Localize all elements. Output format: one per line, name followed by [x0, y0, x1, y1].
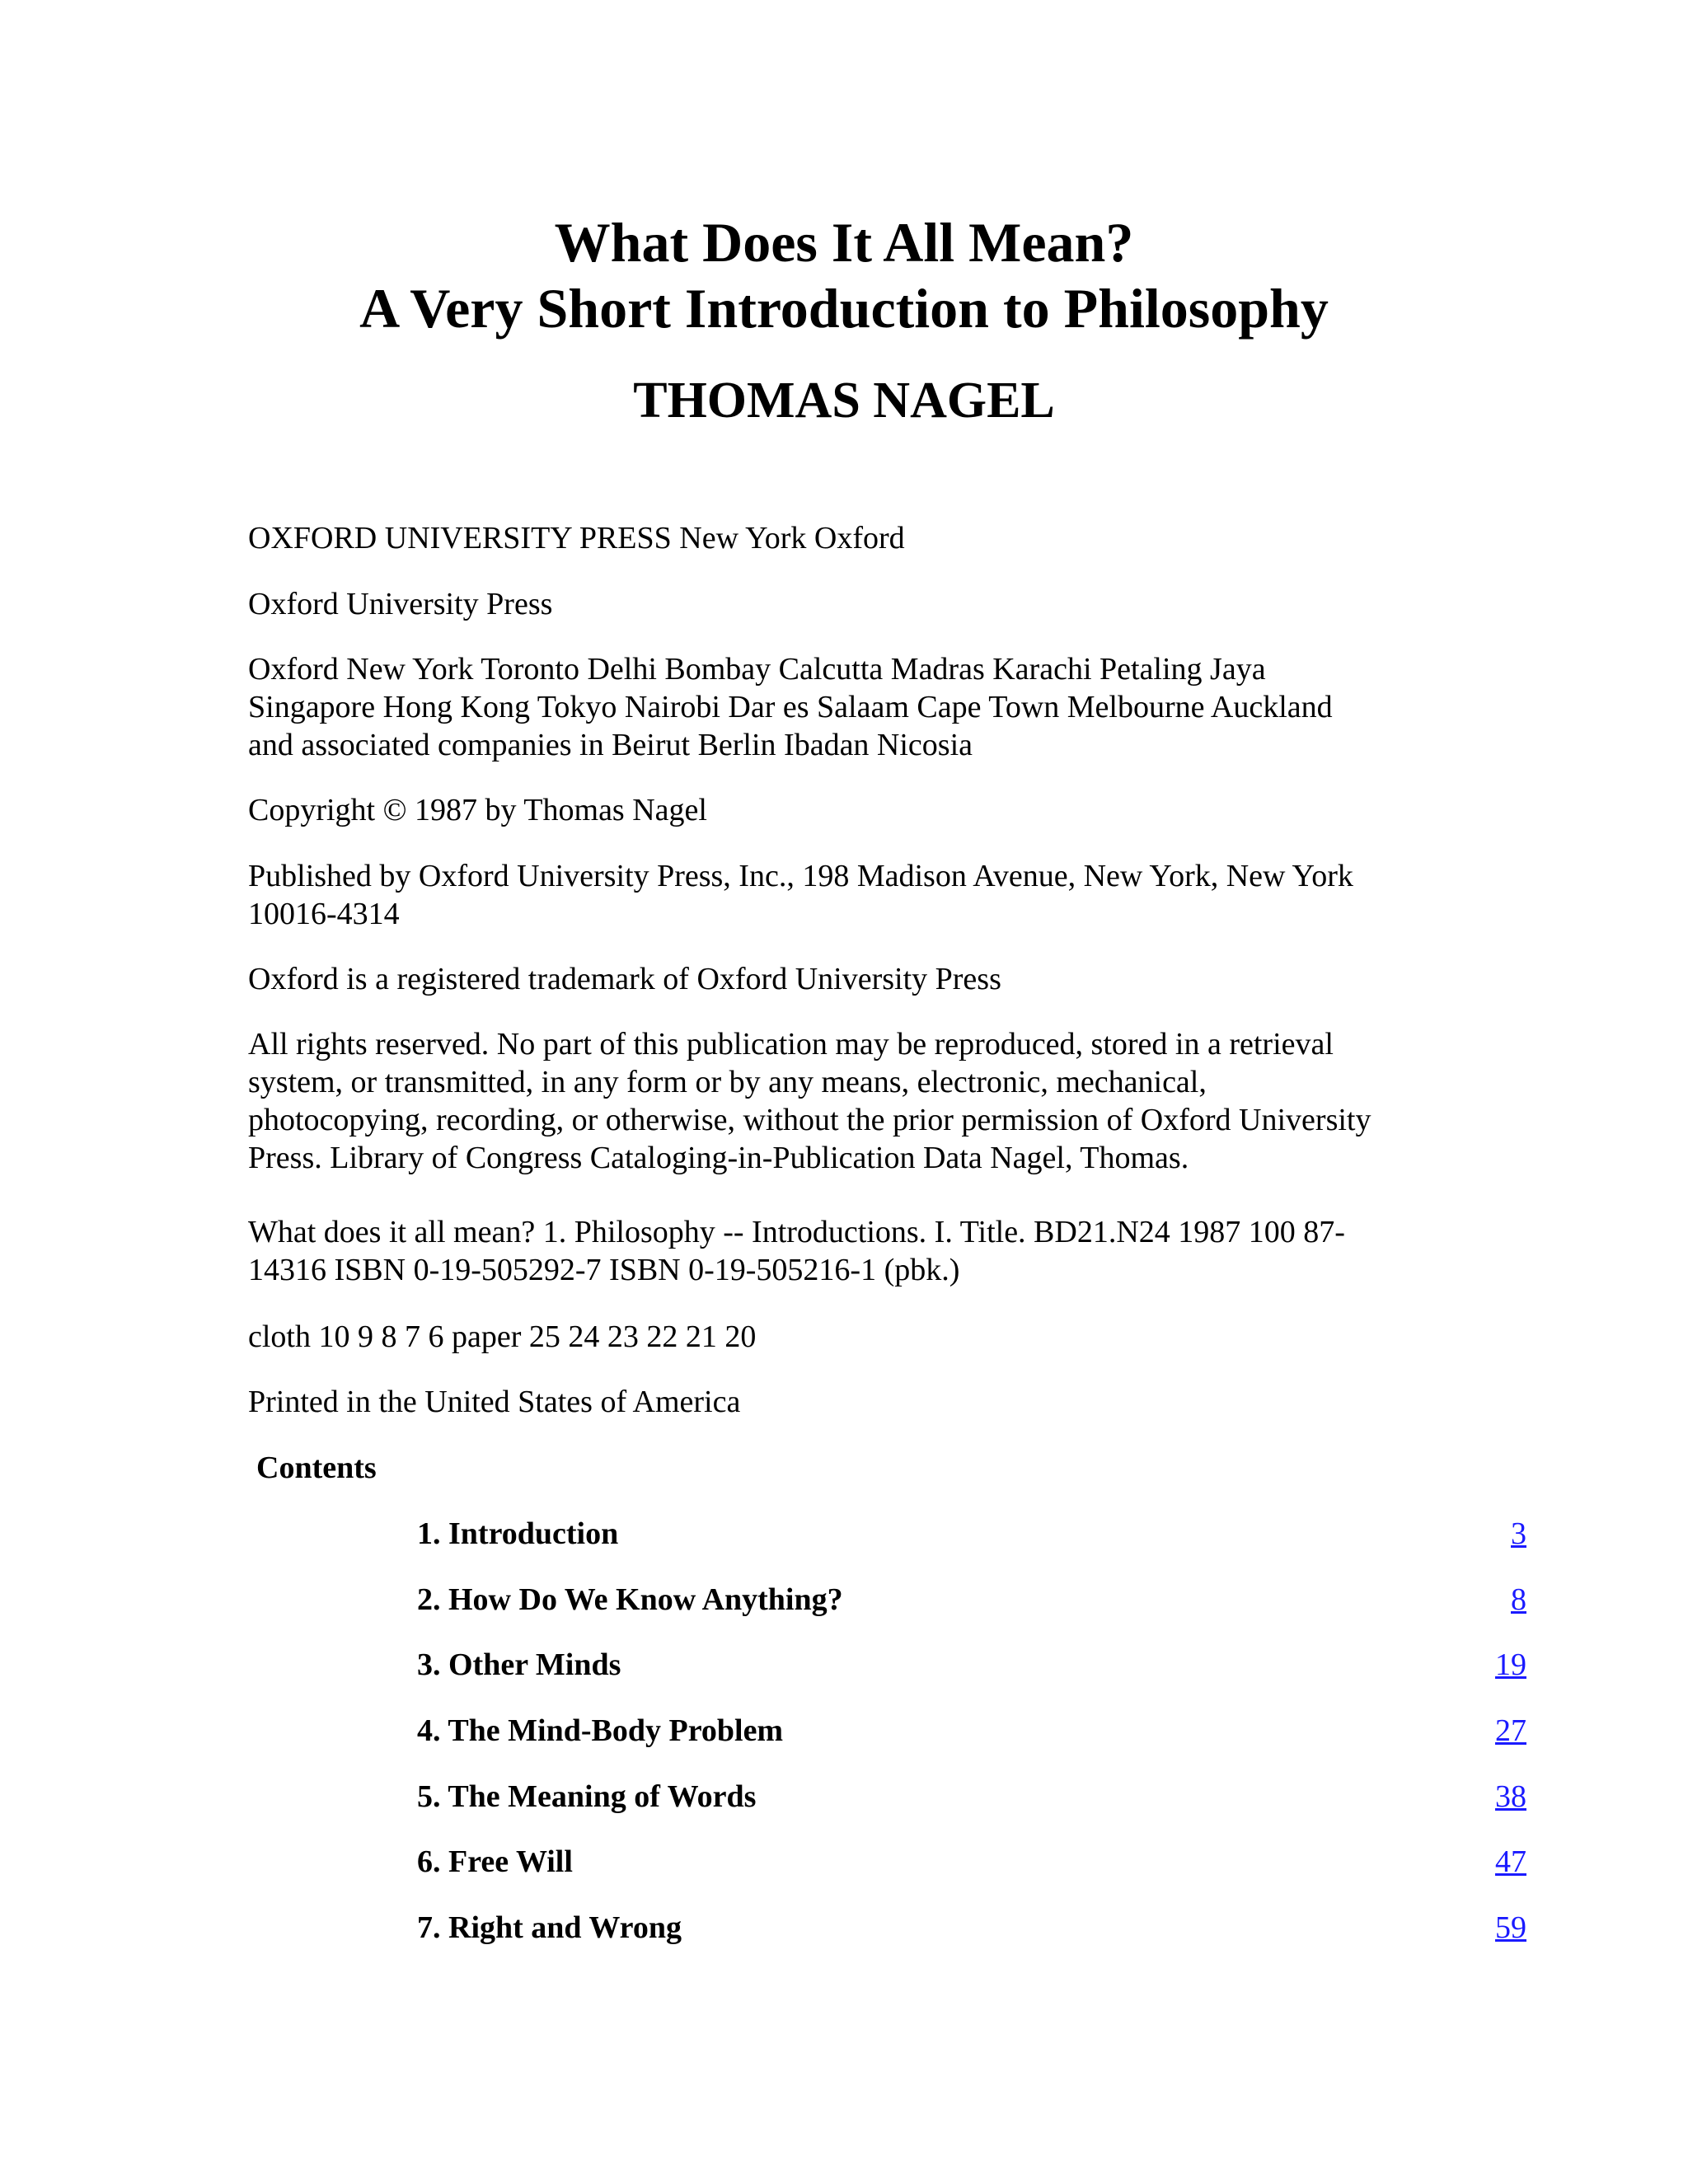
toc-entry-title: 5. The Meaning of Words — [417, 1779, 757, 1814]
trademark-line: Oxford is a registered trademark of Oxford University Press — [248, 962, 1001, 996]
toc-entry-title: 4. The Mind-Body Problem — [417, 1713, 784, 1748]
publisher-line: OXFORD UNIVERSITY PRESS New York Oxford — [248, 521, 905, 555]
toc-entry-title: 6. Free Will — [417, 1844, 573, 1879]
rights-line-3: photocopying, recording, or otherwise, without the prior permission of Oxford University — [248, 1103, 1372, 1137]
toc-entry-title: 2. How Do We Know Anything? — [417, 1582, 843, 1617]
copyright-line: Copyright © 1987 by Thomas Nagel — [248, 793, 707, 827]
toc-entry-title: 7. Right and Wrong — [417, 1910, 682, 1945]
cataloging-line-2: 14316 ISBN 0-19-505292-7 ISBN 0-19-505216-1 (pbk.) — [248, 1253, 960, 1287]
rights-line-1: All rights reserved. No part of this publication may be reproduced, stored in a retrieval — [248, 1027, 1334, 1062]
toc-page-link[interactable]: 8 — [1511, 1582, 1526, 1617]
published-by-line-1: Published by Oxford University Press, Inc., 198 Madison Avenue, New York, New York — [248, 859, 1353, 893]
toc-page-link[interactable]: 27 — [1495, 1713, 1526, 1748]
toc-entry — [417, 1646, 1526, 1684]
locations-line-2: Singapore Hong Kong Tokyo Nairobi Dar es Salaam Cape Town Melbourne Auckland — [248, 690, 1333, 724]
title-line-2: A Very Short Introduction to Philosophy — [359, 277, 1329, 340]
author-name: THOMAS NAGEL — [633, 373, 1055, 429]
toc-page-link[interactable]: 59 — [1495, 1910, 1526, 1945]
toc-page-link[interactable]: 38 — [1495, 1779, 1526, 1814]
toc-entry — [417, 1843, 1526, 1881]
title-line-1: What Does It All Mean? — [554, 211, 1134, 274]
toc-entry — [417, 1909, 1526, 1947]
toc-entry — [417, 1581, 1526, 1619]
toc-entry-title: 1. Introduction — [417, 1516, 619, 1551]
locations-line-1: Oxford New York Toronto Delhi Bombay Calcutta Madras Karachi Petaling Jaya — [248, 652, 1266, 687]
toc-page-link[interactable]: 3 — [1511, 1516, 1526, 1551]
toc-entry — [417, 1712, 1526, 1750]
toc-page-link[interactable]: 19 — [1495, 1647, 1526, 1682]
printed-in-line: Printed in the United States of America — [248, 1385, 741, 1419]
rights-line-4: Press. Library of Congress Cataloging-in-Publication Data Nagel, Thomas. — [248, 1141, 1189, 1175]
contents-heading: Contents — [256, 1451, 377, 1485]
cataloging-line-1: What does it all mean? 1. Philosophy -- Introductions. I. Title. BD21.N24 1987 100 87- — [248, 1215, 1345, 1249]
press-name: Oxford University Press — [248, 587, 553, 621]
locations-line-3: and associated companies in Beirut Berlin Ibadan Nicosia — [248, 728, 973, 762]
toc-entry — [417, 1778, 1526, 1816]
toc-entry-title: 3. Other Minds — [417, 1647, 621, 1682]
published-by-line-2: 10016-4314 — [248, 897, 400, 931]
toc-entry — [417, 1515, 1526, 1553]
rights-line-2: system, or transmitted, in any form or by any means, electronic, mechanical, — [248, 1065, 1207, 1099]
toc-page-link[interactable]: 47 — [1495, 1844, 1526, 1879]
printing-line: cloth 10 9 8 7 6 paper 25 24 23 22 21 20 — [248, 1319, 757, 1354]
